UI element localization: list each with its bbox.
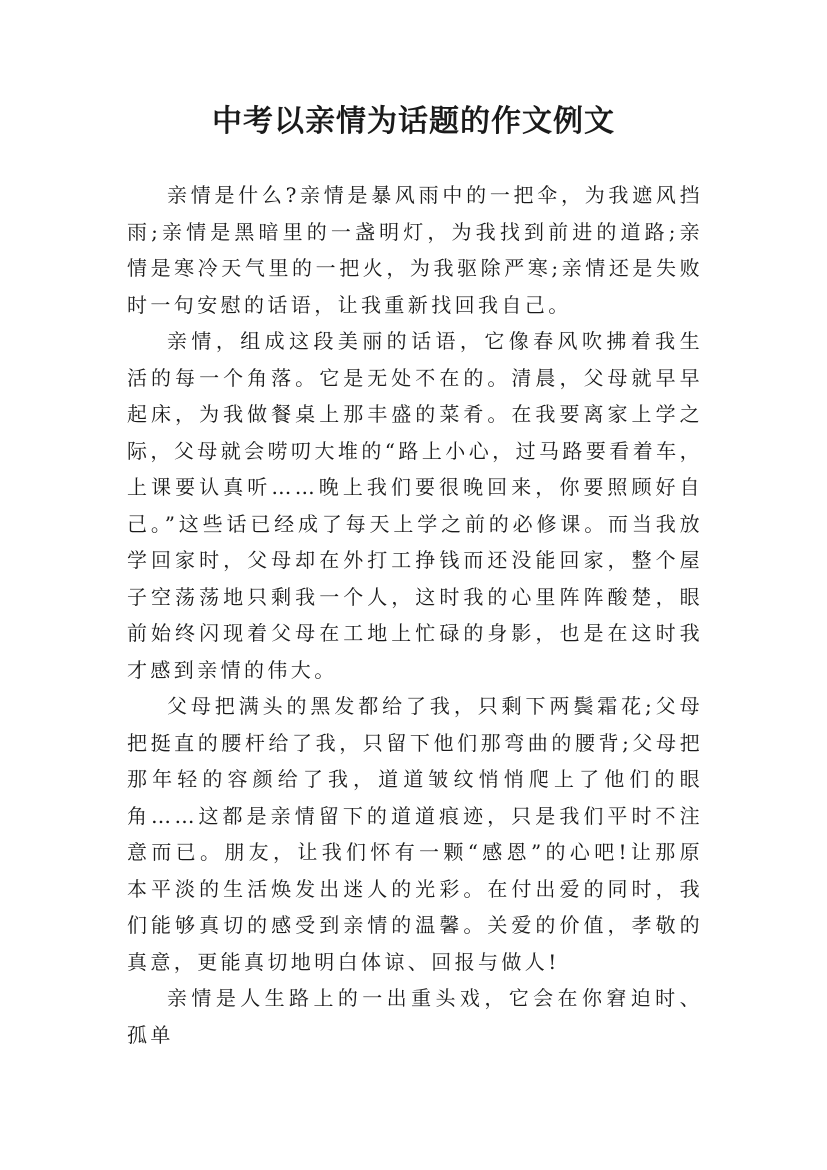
- paragraph-1: 亲情是什么?亲情是暴风雨中的一把伞，为我遮风挡雨;亲情是黑暗里的一盏明灯，为我找到前进的道路;亲情是寒冷天气里的一把火，为我驱除严寒;亲情还是失败时一句安慰的话语，让我重新找回我自己。: [127, 183, 703, 317]
- paragraph-2: 亲情，组成这段美丽的话语，它像春风吹拂着我生活的每一个角落。它是无处不在的。清晨，父母就早早起床，为我做餐桌上那丰盛的菜肴。在我要离家上学之际，父母就会唠叨大堆的“路上小心，过马路要看着车，上课要认真听……晚上我们要很晚回来，你要照顾好自己。”这些话已经成了每天上学之前的必修课。而当我放学回家时，父母却在外打工挣钱而还没能回家，整个屋子空荡荡地只剩我一个人，这时我的心里阵阵酸楚，眼前始终闪现着父母在工地上忙碌的身影，也是在这时我才感到亲情的伟大。: [127, 329, 703, 682]
- document-title: 中考以亲情为话题的作文例文: [212, 104, 615, 139]
- paragraph-4: 亲情是人生路上的一出重头戏，它会在你窘迫时、孤单: [127, 986, 703, 1047]
- paragraph-3: 父母把满头的黑发都给了我，只剩下两鬓霜花;父母把挺直的腰杆给了我，只留下他们那弯曲的腰背;父母把那年轻的容颜给了我，道道皱纹悄悄爬上了他们的眼角……这都是亲情留下的道道痕迹，只是我们平时不注意而已。朋友，让我们怀有一颗“感恩”的心吧!让那原本平淡的生活焕发出迷人的光彩。在付出爱的同时，我们能够真切的感受到亲情的温馨。关爱的价值，孝敬的真意，更能真切地明白体谅、回报与做人!: [127, 694, 703, 974]
- document-body: [127, 177, 703, 1053]
